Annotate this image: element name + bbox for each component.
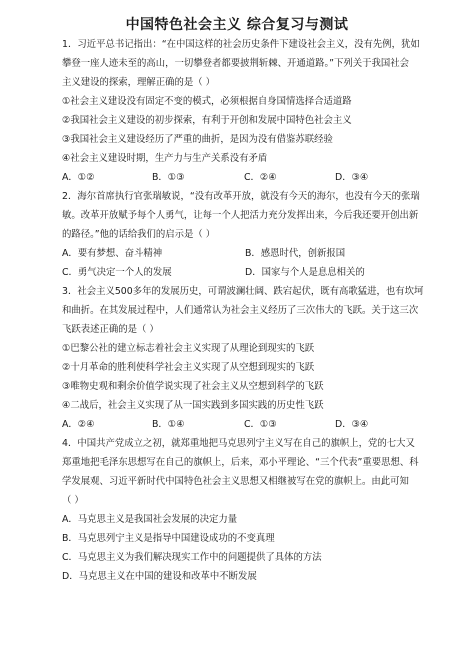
question-1-stem-line-3: 主义建设的探索，理解正确的是（ ）	[62, 77, 215, 88]
question-3-stem-line-2: 和曲折。在其发展过程中，人们通常认为社会主义经历了三次伟大的飞跃。关于这三次	[62, 305, 419, 316]
question-2-stem-line-1: 2．海尔首席执行官张瑞敏说，“没有改革开放，就没有今天的海尔，也没有今天的张瑞	[62, 191, 420, 202]
question-4-option-c: C．马克思主义为我们解决现实工作中的问题提供了具体的方法	[62, 552, 322, 563]
question-3-option-c: C．①③	[244, 419, 277, 430]
question-1-option-b: B．①③	[152, 172, 185, 183]
question-3-option-d: D．③④	[335, 419, 369, 430]
question-3-statement-3: ③唯物史观和剩余价值学说实现了社会主义从空想到科学的飞跃	[62, 381, 324, 392]
question-2-option-c: C．勇气决定一个人的发展	[62, 267, 172, 278]
question-4-stem-line-2: 郑重地把毛泽东思想写在自己的旗帜上，后来，邓小平理论、“三个代表”重要思想、科	[62, 457, 419, 468]
question-2-option-a: A．要有梦想、奋斗精神	[62, 248, 163, 259]
question-1-statement-3: ③我国社会主义建设经历了严重的曲折，是因为没有借鉴苏联经验	[62, 134, 333, 145]
question-1-stem-line-1: 1．习近平总书记指出：“在中国这样的社会历史条件下建设社会主义，没有先例，犹如	[62, 39, 420, 50]
question-4-stem-line-1: 4．中国共产党成立之初，就郑重地把马克思列宁主义写在自己的旗帜上，党的七大又	[62, 438, 415, 449]
question-1-stem-line-2: 攀登一座人迹未至的高山，一切攀登者都要披荆斩棘、开通道路。”下列关于我国社会	[62, 58, 410, 69]
question-3-statement-2: ②十月革命的胜利使科学社会主义实现了从空想到现实的飞跃	[62, 362, 315, 373]
question-1-option-d: D．③④	[335, 172, 369, 183]
question-3-option-b: B．①④	[152, 419, 185, 430]
question-2-option-d: D．国家与个人是息息相关的	[245, 267, 365, 278]
question-3-statement-4: ④二战后，社会主义实现了从一国实践到多国实践的历史性飞跃	[62, 400, 324, 411]
question-4-stem-line-3: 学发展观、习近平新时代中国特色社会主义思想又相继被写在党的旗帜上。由此可知	[62, 476, 409, 487]
question-4-option-d: D．马克思主义在中国的建设和改革中不断发展	[62, 571, 257, 582]
question-1-statement-4: ④社会主义建设时期，生产力与生产关系没有矛盾	[62, 153, 268, 164]
question-4-option-a: A．马克思主义是我国社会发展的决定力量	[62, 514, 238, 525]
question-3-option-a: A．②④	[62, 419, 95, 430]
question-1-statement-1: ①社会主义建设没有固定不变的模式，必须根据自身国情选择合适道路	[62, 96, 352, 107]
question-1-option-c: C．②④	[244, 172, 277, 183]
question-3-stem-line-1: 3．社会主义500多年的发展历史，可谓波澜壮阔、跌宕起伏，既有高歌猛进，也有坎坷	[62, 286, 424, 297]
question-2-stem-line-2: 敏。改革开放赋予每个人勇气，让每一个人把活力充分发挥出来，今后我还要开创出新	[62, 210, 419, 221]
question-2-stem-line-3: 的路径。”他的话给我们的启示是（ ）	[62, 229, 216, 240]
question-2-option-b: B．感恩时代，创新报国	[245, 248, 346, 259]
question-4-option-b: B．马克思列宁主义是指导中国建设成功的不变真理	[62, 533, 275, 544]
question-1-statement-2: ②我国社会主义建设的初步探索，有利于开创和发展中国特色社会主义	[62, 115, 352, 126]
page-title: 中国特色社会主义 综合复习与测试	[125, 17, 349, 33]
question-3-stem-line-3: 飞跃表述正确的是（ ）	[62, 324, 159, 335]
question-3-statement-1: ①巴黎公社的建立标志着社会主义实现了从理论到现实的飞跃	[62, 343, 315, 354]
question-1-option-a: A．①②	[62, 172, 95, 183]
question-4-stem-line-4: （ ）	[62, 495, 84, 506]
